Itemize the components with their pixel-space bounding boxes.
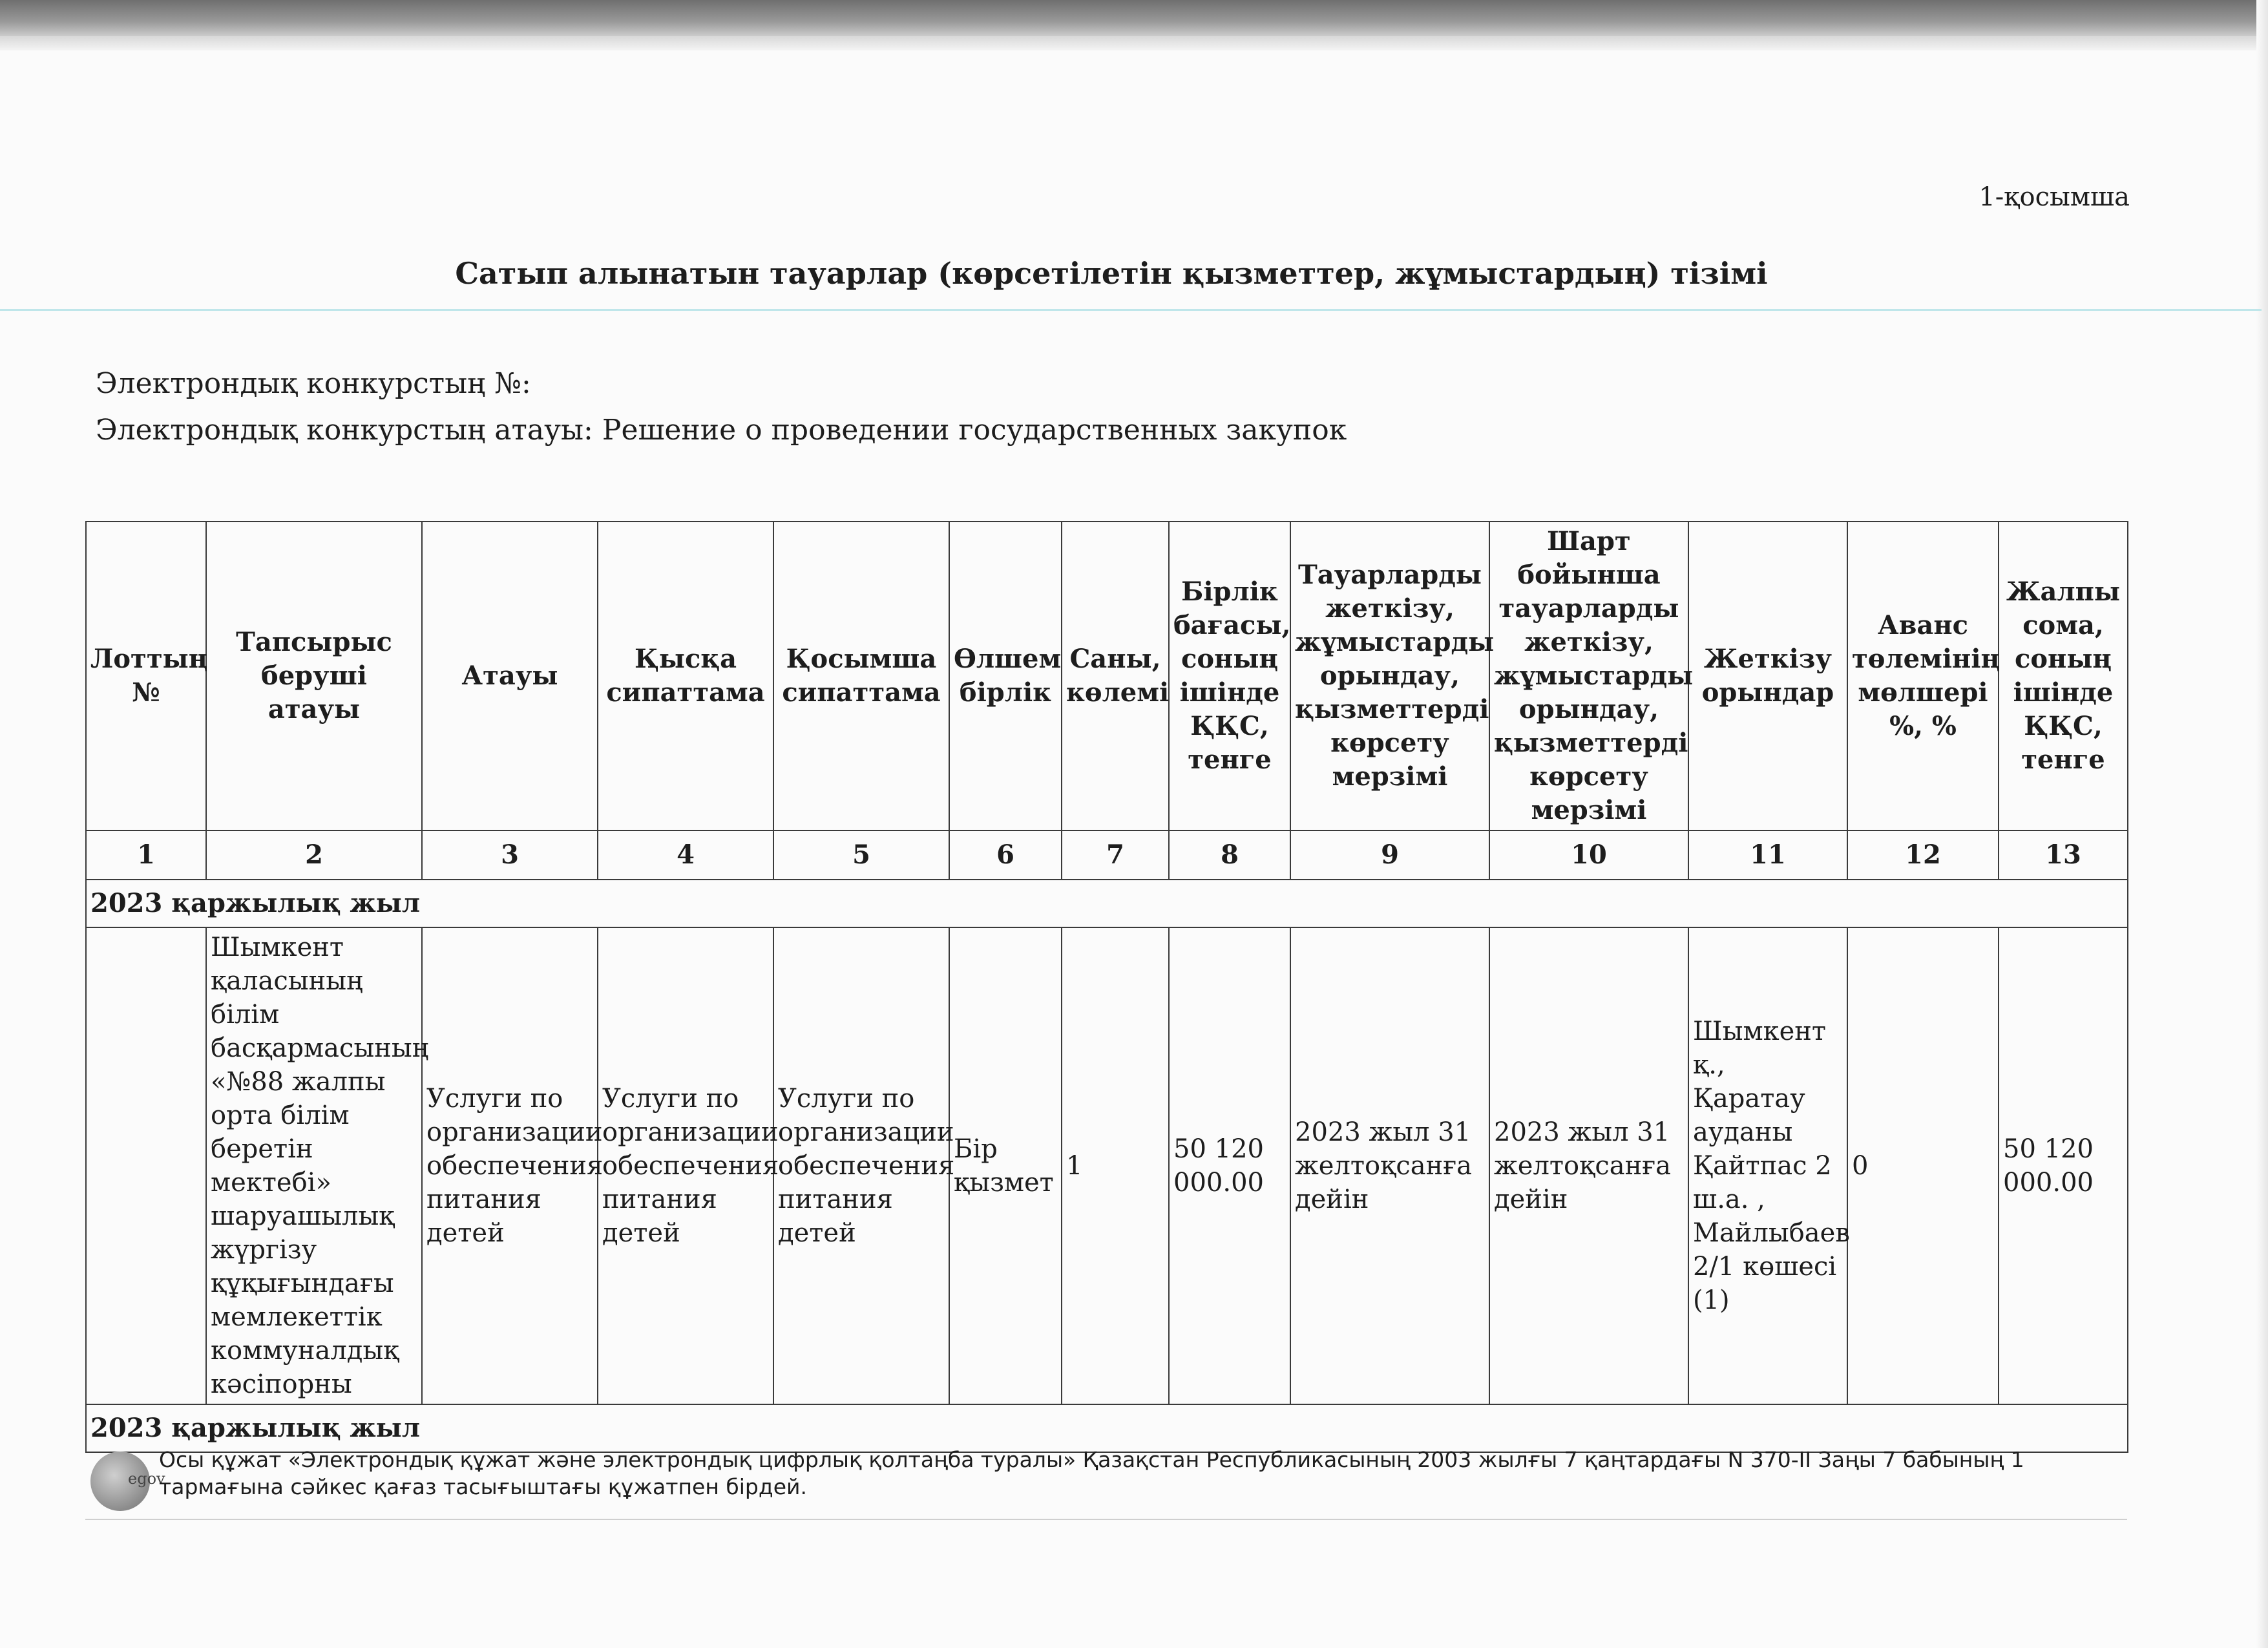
- header-cell: Шарт бойынша тауарларды жеткізу, жұмыстарды орындау, қызметтерді көрсету мерзімі: [1489, 522, 1688, 830]
- egov-seal-icon: egov: [90, 1452, 150, 1511]
- column-number: 6: [949, 830, 1062, 880]
- header-cell: Жалпы сома, соның ішінде ҚҚС, тенге: [1999, 522, 2128, 830]
- cell-short-desc: Услуги по организации обеспечения питания детей: [598, 927, 773, 1404]
- cell-advance: 0: [1847, 927, 1999, 1404]
- page-title: Сатып алынатын тауарлар (көрсетілетін қызметтер, жұмыстардың) тізімі: [455, 256, 1768, 291]
- header-cell: Жеткізу орындар: [1688, 522, 1847, 830]
- column-number: 13: [1999, 830, 2128, 880]
- header-cell: Лоттың №: [86, 522, 206, 830]
- cell-extra-desc: Услуги по организации обеспечения питания детей: [773, 927, 949, 1404]
- cell-place: Шымкент қ., Қаратау ауданы Қайтпас 2 ш.а. , Майлыбаев 2/1 көшесі (1): [1688, 927, 1847, 1404]
- year-section-row: [86, 1404, 2128, 1452]
- column-number: 10: [1489, 830, 1688, 880]
- column-number: 4: [598, 830, 773, 880]
- legal-footnote: Осы құжат «Электрондық құжат және электрондық цифрлық қолтаңба туралы» Қазақстан Республикасының 2003 жылғы 7 қаңтардағы N 370-II Заңы 7 бабының 1 тармағына сәйкес қағаз тасығыштағы құжатпен бірдей.: [159, 1447, 2024, 1500]
- header-cell: Қосымша сипаттама: [773, 522, 949, 830]
- header-cell: Атауы: [422, 522, 598, 830]
- column-number-row: [86, 830, 2128, 880]
- appendix-label: 1-қосымша: [1979, 182, 2130, 212]
- column-number: 11: [1688, 830, 1847, 880]
- cell-lot: [86, 927, 206, 1404]
- contest-number: Электрондық конкурстың №:: [96, 367, 531, 400]
- scan-edge-right: [2256, 0, 2268, 1648]
- header-cell: Тапсырыс беруші атауы: [206, 522, 422, 830]
- header-cell: Қысқа сипаттама: [598, 522, 773, 830]
- column-number: 2: [206, 830, 422, 880]
- cell-contract-term: 2023 жыл 31 желтоқсанға дейін: [1489, 927, 1688, 1404]
- divider: [85, 1519, 2127, 1520]
- year-section-row: [86, 880, 2128, 927]
- cell-name: Услуги по организации обеспечения питания детей: [422, 927, 598, 1404]
- lots-table: [85, 521, 2128, 1453]
- cell-total: 50 120 000.00: [1999, 927, 2128, 1404]
- header-cell: Өлшем бірлік: [949, 522, 1062, 830]
- year-section-label: 2023 қаржылық жыл: [86, 880, 2128, 927]
- cell-unit-price: 50 120 000.00: [1169, 927, 1290, 1404]
- cell-customer: Шымкент қаласының білім басқармасының «№88 жалпы орта білім беретін мектебі» шаруашылық жүргізу құқығындағы мемлекеттік коммуналдық кәсіпорны: [206, 927, 422, 1404]
- year-section-label: 2023 қаржылық жыл: [86, 1404, 2128, 1452]
- column-number: 1: [86, 830, 206, 880]
- column-number: 8: [1169, 830, 1290, 880]
- cell-delivery-term: 2023 жыл 31 желтоқсанға дейін: [1290, 927, 1489, 1404]
- header-cell: Аванс төлемінің мөлшері %, %: [1847, 522, 1999, 830]
- header-cell: Бірлік бағасы, соның ішінде ҚҚС, тенге: [1169, 522, 1290, 830]
- column-number: 12: [1847, 830, 1999, 880]
- table-row: [86, 927, 2128, 1404]
- contest-name: Электрондық конкурстың атауы: Решение о проведении государственных закупок: [96, 414, 1347, 447]
- header-cell: Саны, көлемі: [1062, 522, 1169, 830]
- scan-edge-shadow: [0, 36, 2268, 50]
- column-number: 9: [1290, 830, 1489, 880]
- cell-unit: Бір қызмет: [949, 927, 1062, 1404]
- scan-line: [0, 309, 2262, 311]
- column-number: 7: [1062, 830, 1169, 880]
- header-cell: Тауарларды жеткізу, жұмыстарды орындау, қызметтерді көрсету мерзімі: [1290, 522, 1489, 830]
- scan-edge-top: [0, 0, 2268, 40]
- table-header-row: [86, 522, 2128, 830]
- cell-qty: 1: [1062, 927, 1169, 1404]
- column-number: 5: [773, 830, 949, 880]
- column-number: 3: [422, 830, 598, 880]
